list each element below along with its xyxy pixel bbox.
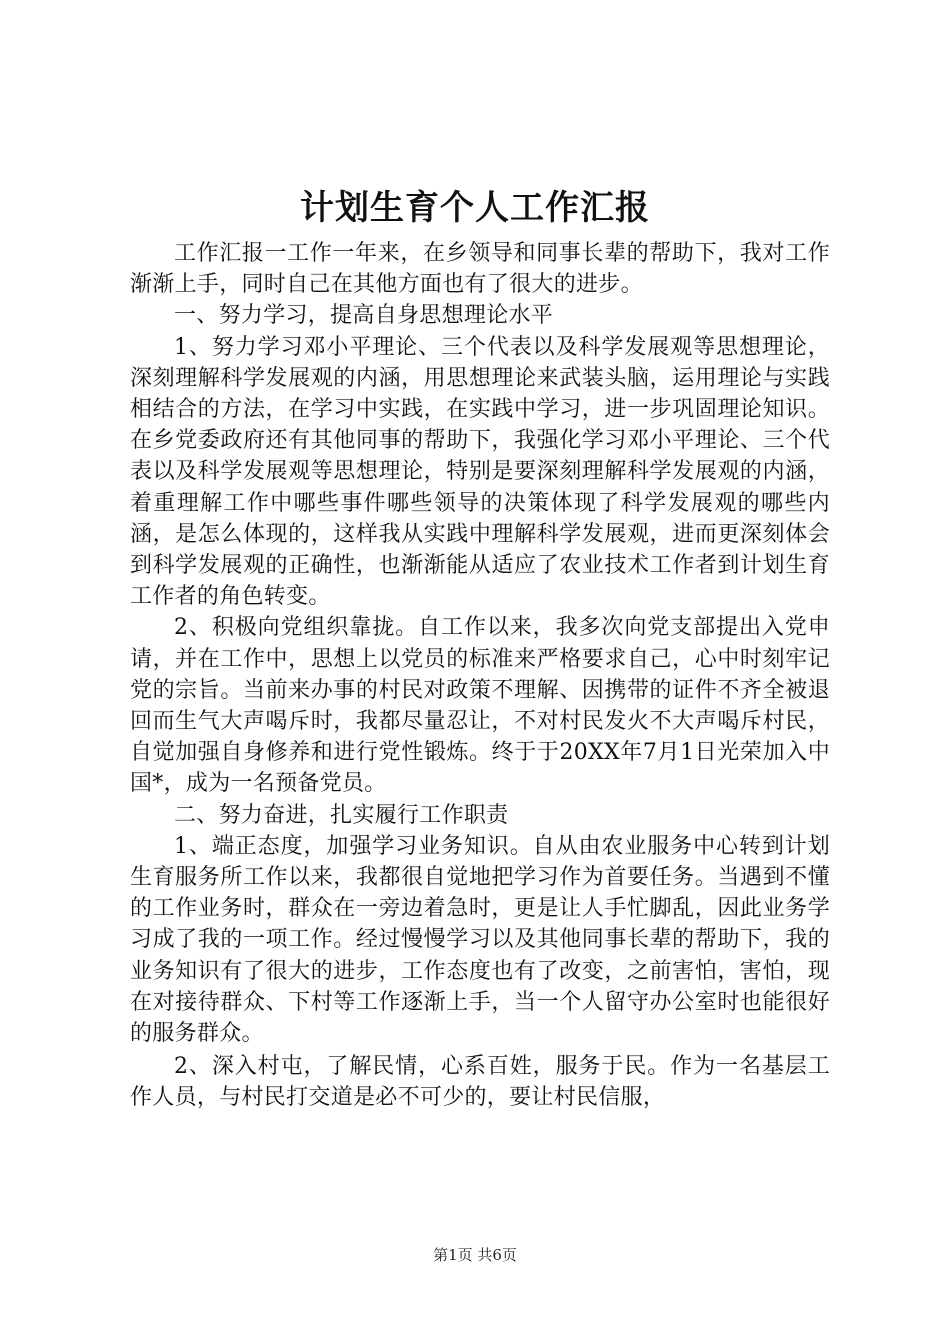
paragraph-2-1: 1、端正态度，加强学习业务知识。自从由农业服务中心转到计划生育服务所工作以来，我都很自觉地把学习作为首要任务。当遇到不懂的工作业务时，群众在一旁边着急时，更是让人手忙脚乱，因此业务学习成了我的一项工作。经过慢慢学习以及其他同事长辈的帮助下，我的业务知识有了很大的进步，工作态度也有了改变，之前害怕，害怕，现在对接待群众、下村等工作逐渐上手，当一个人留守办公室时也能很好的服务群众。 <box>130 833 830 1047</box>
paragraph-intro: 工作汇报一工作一年来，在乡领导和同事长辈的帮助下，我对工作渐渐上手，同时自己在其他方面也有了很大的进步。 <box>130 241 830 298</box>
section-heading-2: 二、努力奋进，扎实履行工作职责 <box>174 802 509 828</box>
section-heading-1: 一、努力学习，提高自身思想理论水平 <box>174 303 554 329</box>
document-title: 计划生育个人工作汇报 <box>300 188 650 228</box>
paragraph-2-2: 2、深入村屯，了解民情，心系百姓，服务于民。作为一名基层工作人员，与村民打交道是必不可少的，要让村民信服， <box>130 1054 830 1111</box>
paragraph-1-2: 2、积极向党组织靠拢。自工作以来，我多次向党支部提出入党申请，并在工作中，思想上以党员的标准来严格要求自己，心中时刻牢记党的宗旨。当前来办事的村民对政策不理解、因携带的证件不齐全被退回而生气大声喝斥时，我都尽量忍让，不对村民发火不大声喝斥村民，自觉加强自身修养和进行党性锻炼。终于于20XX年7月1日光荣加入中国*，成为一名预备党员。 <box>130 615 830 797</box>
document-body <box>130 238 830 1114</box>
page-number: 第1页 共6页 <box>433 1246 517 1264</box>
paragraph-1-1: 1、努力学习邓小平理论、三个代表以及科学发展观等思想理论，深刻理解科学发展观的内涵，用思想理论来武装头脑，运用理论与实践相结合的方法，在学习中实践，在实践中学习，进一步巩固理论知识。在乡党委政府还有其他同事的帮助下，我强化学习邓小平理论、三个代表以及科学发展观等思想理论，特别是要深刻理解科学发展观的内涵，着重理解工作中哪些事件哪些领导的决策体现了科学发展观的哪些内涵，是怎么体现的，这样我从实践中理解科学发展观，进而更深刻体会到科学发展观的正确性，也渐渐能从适应了农业技术工作者到计划生育工作者的角色转变。 <box>130 334 830 610</box>
